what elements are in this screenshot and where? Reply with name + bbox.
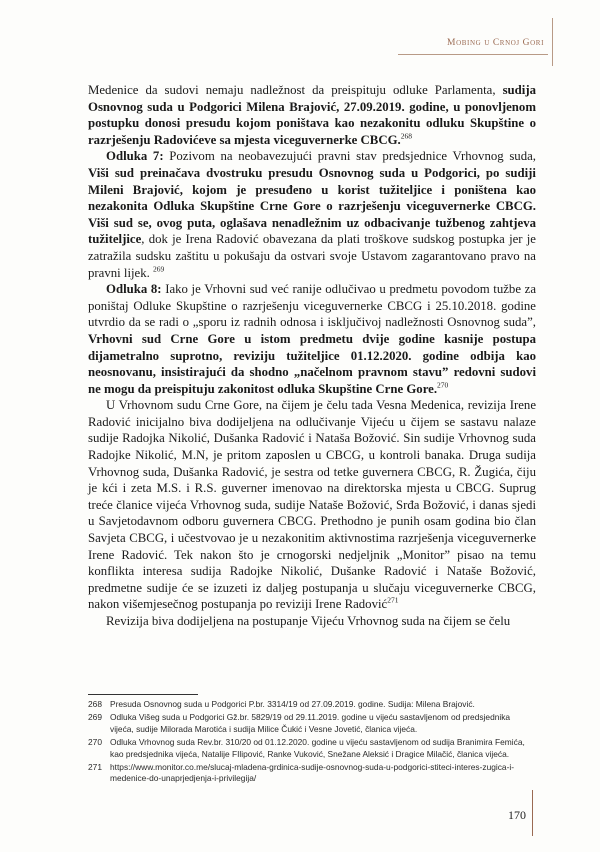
paragraph-4: [88, 397, 536, 613]
footnote-number: 271: [88, 762, 102, 773]
paragraph-2-text: Pozivom na neobavezujući pravni stav predsjednice Vrhovnog suda,: [163, 149, 536, 164]
footnote-ref-268: 268: [400, 131, 412, 141]
paragraph-2-bold: Viši sud preinačava dvostruku presudu Osnovnog suda u Podgorici, po sudiji Mileni Brajović, kojom je presuđeno u korist tužiteljice i poništena kao nezakonita Odluka Skupštine Crne Gore o razrješenju viceguvernerke CBCG. Viši sud se, ovog puta, oglašava nenadležnim uz odbacivanje tužbenog zahtjeva tužiteljice: [88, 165, 536, 247]
page-number: 170: [508, 808, 526, 822]
footnote-ref-270: 270: [437, 380, 449, 390]
decision-7-label: Odluka 7:: [106, 149, 164, 164]
footnote-269: [88, 712, 536, 735]
footnote-number: 269: [88, 712, 102, 723]
paragraph-3-text: Iako je Vrhovni sud već ranije odlučivao u predmetu povodom tužbe za poništaj Odluke Skupštine o razrješenju viceguvernerke CBCG i 25.10.2018. godine utvrdio da se radi o „sporu iz radnih odnosa i isključivoj nadležnosti Osnovnog suda”,: [88, 282, 536, 330]
paragraph-3-bold: Vrhovni sud Crne Gore u istom predmetu dvije godine kasnije postupa dijametralno suprotno, reviziju tužiteljice 01.12.2020. godine odbija kao neosnovanu, insistirajući da shodno „načelnom pravnom stavu” redovni sudovi ne mogu da preispituju zakonitost odluka Skupštine Crne Gore.: [88, 331, 536, 396]
paragraph-2: [88, 148, 536, 281]
paragraph-5-text: Revizija biva dodijeljena na postupanje Vijeću Vrhovnog suda na čijem se čelu: [106, 614, 511, 628]
paragraph-2-text-end: , dok je Irena Radović obavezana da plati troškove sudskog postupka jer je zatražila sudsku zaštitu u pokušaju da ostvari svoje Ustavom zagarantovano pravo na pravni lijek.: [88, 232, 536, 280]
footnote-text: Odluka Višeg suda u Podgorici Gž.br. 5829/19 od 29.11.2019. godine u vijeću sastavljenom od predsjednika vijeća, sudije Milorada Marotića i sudija Milice Čukić i Vesne Jovetić, članica vijeća.: [110, 712, 511, 734]
page-number-rule: [532, 790, 533, 836]
paragraph-3: [88, 281, 536, 397]
footnote-number: 270: [88, 737, 102, 748]
footnote-separator: [88, 694, 198, 695]
footnotes: [88, 699, 536, 787]
decision-8-label: Odluka 8:: [106, 282, 162, 297]
footnote-text: Presuda Osnovnog suda u Podgorici P.br. 3314/19 od 27.09.2019. godine. Sudija: Milena Brajović.: [110, 699, 475, 709]
footnote-ref-269: 269: [153, 264, 165, 274]
paragraph-1: [88, 82, 536, 148]
footnote-271: [88, 762, 536, 785]
footnote-link: https://www.monitor.co.me/slucaj-mladena-grdinica-sudije-osnovnog-suda-u-podgorici-stiteci-interes-zugica-i-medenice-do-unaprjedjenja-i-privilegija/: [110, 762, 515, 784]
paragraph-1-text: Medenice da sudovi nemaju nadležnost da preispituju odluke Parlamenta,: [88, 83, 503, 97]
footnote-ref-271: 271: [387, 596, 399, 606]
header-vertical-rule: [552, 18, 553, 66]
footnote-268: [88, 699, 536, 710]
paragraph-5: [88, 613, 536, 630]
paragraph-1-bold: sudija Osnovnog suda u Podgorici Milena Brajović, 27.09.2019. godine, u ponovljenom postupku donosi presudu kojom poništava kao nezakonitu odluku Skupštine o razrješenju Radovićeve sa mjesta viceguvernerke CBCG.: [88, 83, 536, 147]
header-horizontal-rule: [398, 54, 548, 55]
footnote-text: Odluka Vrhovnog suda Rev.br. 310/20 od 01.12.2020. godine u vijeću sastavljenom od sudija Branimira Femića, kao predsjednika vijeća, Natalije FIlipović, Ranke Vuković, Snežane Aleksić i Dragice Milačić, članica vijeća.: [110, 737, 525, 759]
footnote-270: [88, 737, 536, 760]
paragraph-4-text: U Vrhovnom sudu Crne Gore, na čijem je čelu tada Vesna Medenica, revizija Irene Radović inicijalno biva dodijeljena na odlučivanje Vijeću u čijem se sastavu nalaze sudije Radojka Nikolić, Dušanka Radović i Nataša Božović. Sin sudije Vrhovnog suda Radojke Nikolić, M.N, je pritom zaposlen u CBCG, u kontroli banaka. Druga sudija Vrhovnog suda, Dušanka Radović, je sestra od tetke guvernera CBCG, R. Žugića, čiju je kći i zeta M.S. i R.S. guverner imenovao na direktorska mjesta u CBCG. Suprug treće članice vijeća Vrhovnog suda, sudije Nataše Božović, Srđa Božović, i danas sjedi u Savjetodavnom odboru guvernera CBCG. Prethodno je punih osam godina bio član Savjeta CBCG, i učestvovao je u nezakonitim aktivnostima razrješenja viceguvernerke Irene Radović. Tek nakon što je crnogorski nedjeljnik „Monitor” pisao na temu konflikta interesa sudija Radojke Nikolić, Dušanke Radović i Nataše Božović, predmetne sudije će se izuzeti iz daljeg postupanja u slučaju viceguvernerke CBCG, nakon višemjesečnog postupanja po reviziji Irene Radović: [88, 398, 536, 612]
body-text: [88, 82, 536, 630]
footnote-number: 268: [88, 699, 102, 709]
running-header: Mobing u Crnoj Gori: [447, 38, 544, 48]
